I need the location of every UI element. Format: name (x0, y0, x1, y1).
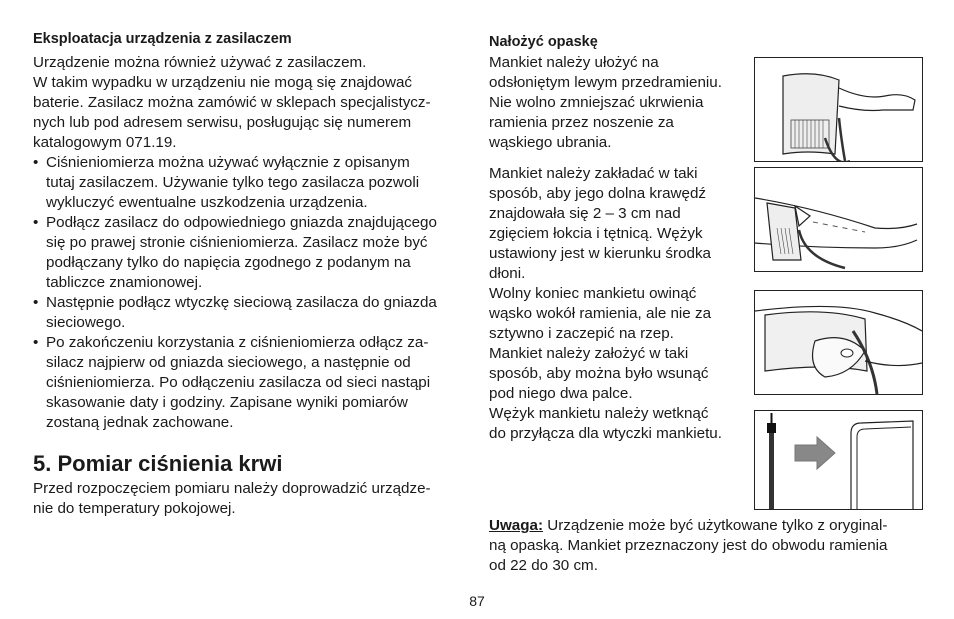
page-number: 87 (469, 593, 485, 609)
bullet-item: • Ciśnieniomierza można używać wyłącznie z opisanym tutaj zasilaczem. Używanie tylko tego zasilacza pozwoli wykluczyć ewentualne uszkodzenia urządzenia. (33, 153, 465, 213)
power-adapter-heading: Eksploatacja urządzenia z zasilaczem (33, 31, 292, 47)
intro-line: nych lub pod adresem serwisu, posługując się numerem (33, 114, 412, 131)
cuff-instruction-block-2: Mankiet należy zakładać w taki sposób, aby jego dolna krawędź znajdowała się 2 – 3 cm nad zgięciem łokcia i tętnicą. Wężyk ustawiony jest w kierunku środka dłoni. (489, 165, 712, 282)
section-intro: Przed rozpoczęciem pomiaru należy doprowadzić urządze- nie do temperatury pokojowej. (33, 480, 431, 517)
intro-line: katalogowym 071.19. (33, 134, 177, 151)
note-label: Uwaga: (489, 517, 544, 534)
power-adapter-intro (33, 53, 465, 153)
note-block: Uwaga: Urządzenie może być użytkowane tylko z oryginal- ną opaską. Mankiet przeznaczony jest do obwodu ramienia od 22 do 30 cm. (489, 517, 888, 574)
power-adapter-bullet-list (33, 153, 465, 433)
bullet-item: • Po zakończeniu korzystania z ciśnieniomierza odłącz za- silacz najpierw od gniazda sieciowego, a następnie od ciśnieniomierza. Po odłączeniu zasilacza od sieci nastąpi skasowanie daty i godziny. Zapisane wyniki pomiarów zostaną jednak zachowane. (33, 333, 465, 433)
intro-line: Urządzenie można również używać z zasilaczem. (33, 54, 367, 71)
bullet-item: • Podłącz zasilacz do odpowiedniego gniazda znajdującego się po prawej stronie ciśnieniomierza. Zasilacz może być podłączany tylko do napięcia zgodnego z podanym na tabliczce znamionowej. (33, 213, 465, 293)
intro-line: W takim wypadku w urządzeniu nie mogą się znajdować (33, 74, 413, 91)
cuff-position-illustration (754, 167, 923, 272)
apply-cuff-heading: Nałożyć opaskę (489, 34, 598, 50)
cuff-connector-illustration (754, 410, 923, 510)
cuff-on-forearm-illustration (754, 57, 923, 162)
cuff-instruction-block-3: Wolny koniec mankietu owinąć wąsko wokół ramienia, ale nie za sztywno i zaczepić na rzep. Mankiet należy założyć w taki sposób, aby można było wsunąć pod niego dwa palce. (489, 285, 712, 402)
cuff-instruction-block-4: Wężyk mankietu należy wetknąć do przyłącza dla wtyczki mankietu. (489, 405, 722, 442)
intro-line: baterie. Zasilacz można zamówić w sklepach specjalistycz- (33, 94, 431, 111)
section-title: 5. Pomiar ciśnienia krwi (33, 451, 283, 476)
cuff-instruction-block-1: Mankiet należy ułożyć na odsłoniętym lewym przedramieniu. Nie wolno zmniejszać ukrwienia ramienia przez noszenie za wąskiego ubrania. (489, 54, 722, 151)
bullet-item: • Następnie podłącz wtyczkę sieciową zasilacza do gniazda sieciowego. (33, 293, 465, 333)
left-column (33, 30, 465, 519)
cuff-wrap-fingers-illustration (754, 290, 923, 395)
